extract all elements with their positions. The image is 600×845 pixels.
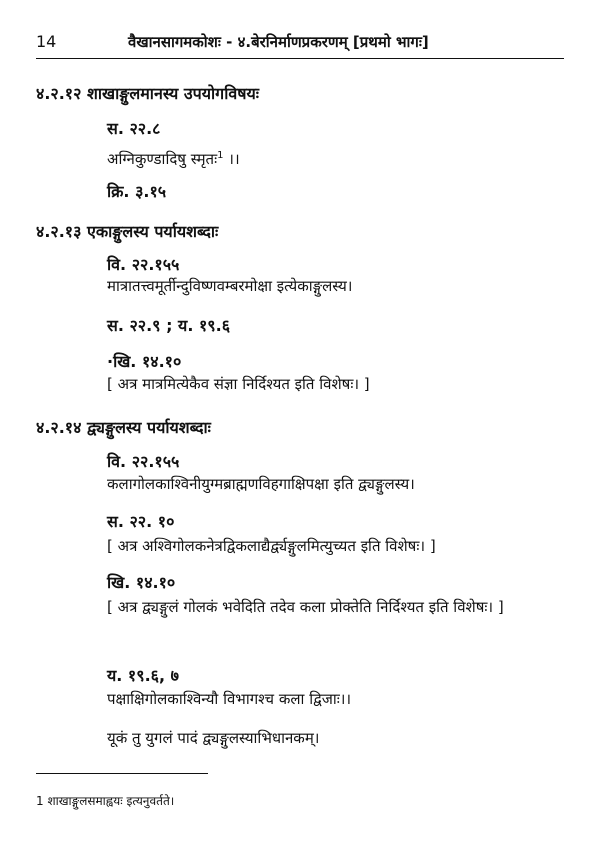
footnote-number: 1 xyxy=(36,794,44,808)
verse-text: यूकं तु युगलं पादं द्व्यङ्गुलस्याभिधानकम्। xyxy=(107,729,320,747)
section-heading: ४.२.१२ शाखाङ्गुलमानस्य उपयोगविषयः xyxy=(36,84,259,103)
commentary-text: [ अत्र द्व्यङ्गुलं गोलकं भवेदिति तदेव कला प्रोक्तेति निर्दिश्यत इति विशेषः। ] xyxy=(107,598,504,616)
reference: स. २२.८ xyxy=(107,119,161,138)
verse-fragment: अग्निकुण्डादिषु स्मृतः xyxy=(107,150,218,168)
verse-text: कलागोलकाश्विनीयुग्मब्राह्मणविहगाक्षिपक्षा इति द्व्यङ्गुलस्य। xyxy=(107,475,415,493)
commentary-text: [ अत्र अश्विगोलकनेत्रद्विकलाद्यैर्द्व्यङ्गुलमित्युच्यत इति विशेषः। ] xyxy=(107,537,436,555)
reference: य. १९.६, ७ xyxy=(107,666,179,685)
reference: खि. १४.१० xyxy=(107,573,176,592)
section-heading: ४.२.१३ एकाङ्गुलस्य पर्यायशब्दाः xyxy=(36,222,219,241)
footnote-text: शाखाङ्गुलसमाह्वयः इत्यनुवर्तते। xyxy=(47,794,175,808)
running-header xyxy=(36,30,564,56)
header-rule xyxy=(36,58,564,59)
verse-text: पक्षाक्षिगोलकाश्विन्यौ विभागश्च कला द्विजाः।। xyxy=(107,690,352,708)
reference: वि. २२.१५५ xyxy=(107,452,180,471)
reference: क्रि. ३.१५ xyxy=(107,182,167,201)
reference: स. २२.९ ; य. १९.६ xyxy=(107,316,231,335)
page-number: 14 xyxy=(36,32,57,51)
verse-text xyxy=(107,149,240,169)
commentary-text: [ अत्र मात्रमित्येकैव संज्ञा निर्दिश्यत इति विशेषः। ] xyxy=(107,375,370,393)
verse-fragment: ।। xyxy=(223,150,240,168)
footnote-rule xyxy=(36,773,208,774)
header-title: वैखानसागमकोशः - ४.बेरनिर्माणप्रकरणम् [प्रथमो भागः] xyxy=(128,33,429,51)
reference: स. २२. १० xyxy=(107,512,175,531)
section-heading: ४.२.१४ द्व्यङ्गुलस्य पर्यायशब्दाः xyxy=(36,418,211,437)
footnote xyxy=(36,792,174,809)
reference: वि. २२.१५५ xyxy=(107,255,180,274)
footnote-mark: 1 xyxy=(217,150,224,161)
verse-text: मात्रातत्त्वमूर्तीन्दुविष्णवम्बरमोक्षा इत्येकाङ्गुलस्य। xyxy=(107,277,353,295)
reference: ·खि. १४.१० xyxy=(107,352,182,371)
